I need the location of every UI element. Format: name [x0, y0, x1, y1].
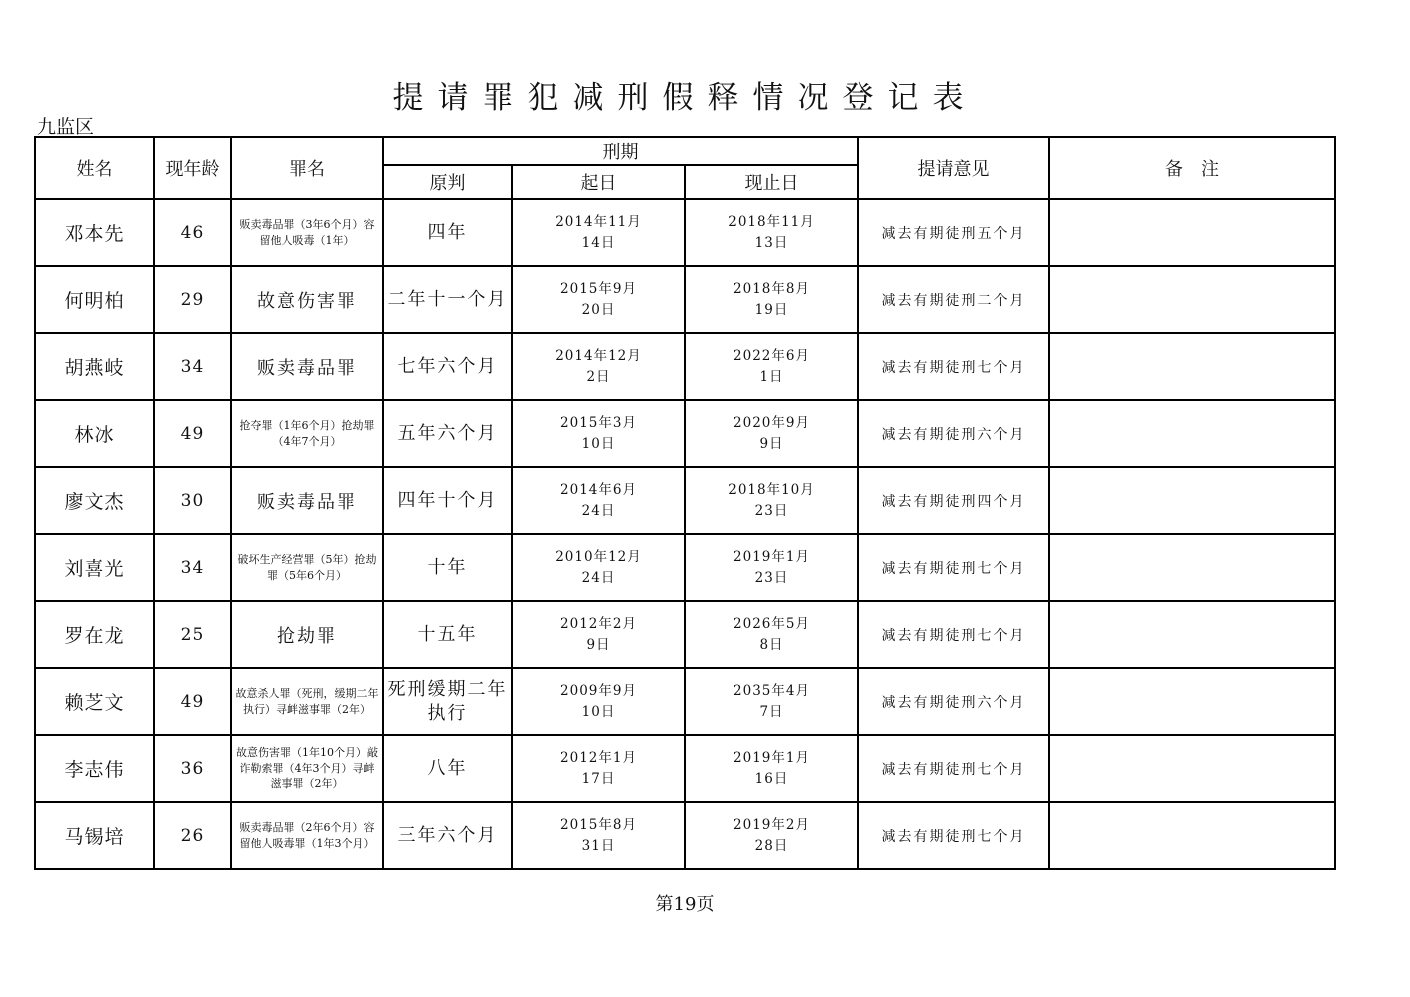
end-date-line2: 9日 — [759, 435, 784, 452]
start-date-line1: 2010年12月 — [555, 549, 642, 566]
table-row — [35, 199, 1335, 266]
cell-end-date — [685, 735, 858, 802]
cell-start-date — [512, 534, 685, 601]
table-row — [35, 266, 1335, 333]
cell-crime: 贩卖毒品罪（3年6个月）容留他人吸毒（1年） — [231, 199, 383, 266]
document-title: 提请罪犯减刑假释情况登记表 — [392, 80, 978, 116]
start-date-line1: 2012年2月 — [560, 616, 637, 633]
start-date-line2: 24日 — [581, 569, 616, 586]
cell-name: 何明柏 — [35, 266, 154, 333]
header-age: 现年龄 — [154, 137, 231, 199]
cell-original-sentence: 死刑缓期二年执行 — [383, 668, 512, 735]
cell-opinion: 减去有期徒刑四个月 — [858, 467, 1049, 534]
cell-remark — [1049, 601, 1335, 668]
start-date-line1: 2014年6月 — [560, 482, 637, 499]
cell-name: 林冰 — [35, 400, 154, 467]
register-table — [34, 136, 1336, 870]
cell-age: 36 — [154, 735, 231, 802]
cell-remark — [1049, 467, 1335, 534]
cell-end-date — [685, 400, 858, 467]
end-date-line2: 28日 — [754, 837, 789, 854]
end-date-line2: 1日 — [759, 368, 784, 385]
start-date-line1: 2014年12月 — [555, 348, 642, 365]
start-date-line2: 2日 — [586, 368, 611, 385]
cell-remark — [1049, 266, 1335, 333]
cell-end-date — [685, 668, 858, 735]
page-number: 第19页 — [655, 894, 715, 915]
start-date-line2: 17日 — [581, 770, 616, 787]
start-date-line1: 2012年1月 — [560, 750, 637, 767]
cell-start-date — [512, 266, 685, 333]
cell-opinion: 减去有期徒刑五个月 — [858, 199, 1049, 266]
cell-start-date — [512, 333, 685, 400]
table-row — [35, 400, 1335, 467]
cell-name: 李志伟 — [35, 735, 154, 802]
start-date-line2: 24日 — [581, 502, 616, 519]
header-start: 起日 — [512, 165, 685, 199]
cell-crime: 贩卖毒品罪（2年6个月）容留他人吸毒罪（1年3个月） — [231, 802, 383, 869]
cell-remark — [1049, 400, 1335, 467]
cell-name: 邓本先 — [35, 199, 154, 266]
cell-opinion: 减去有期徒刑六个月 — [858, 668, 1049, 735]
cell-age: 34 — [154, 534, 231, 601]
header-opinion: 提请意见 — [858, 137, 1049, 199]
cell-remark — [1049, 668, 1335, 735]
cell-start-date — [512, 735, 685, 802]
end-date-line2: 16日 — [754, 770, 789, 787]
table-row — [35, 668, 1335, 735]
cell-age: 49 — [154, 400, 231, 467]
cell-crime: 破坏生产经营罪（5年）抢劫罪（5年6个月） — [231, 534, 383, 601]
start-date-line1: 2009年9月 — [560, 683, 637, 700]
cell-name: 胡燕岐 — [35, 333, 154, 400]
end-date-line2: 23日 — [754, 502, 789, 519]
start-date-line1: 2014年11月 — [555, 214, 642, 231]
table-row — [35, 467, 1335, 534]
cell-remark — [1049, 333, 1335, 400]
cell-original-sentence: 八年 — [383, 735, 512, 802]
end-date-line1: 2022年6月 — [733, 348, 810, 365]
end-date-line1: 2035年4月 — [733, 683, 810, 700]
cell-original-sentence: 二年十一个月 — [383, 266, 512, 333]
cell-remark — [1049, 534, 1335, 601]
table-body — [35, 199, 1335, 869]
cell-opinion: 减去有期徒刑二个月 — [858, 266, 1049, 333]
table-row — [35, 601, 1335, 668]
header-remark: 备 注 — [1049, 137, 1335, 199]
cell-original-sentence: 十五年 — [383, 601, 512, 668]
cell-original-sentence: 四年 — [383, 199, 512, 266]
start-date-line1: 2015年3月 — [560, 415, 637, 432]
end-date-line1: 2019年1月 — [733, 750, 810, 767]
table-row — [35, 735, 1335, 802]
start-date-line1: 2015年8月 — [560, 817, 637, 834]
cell-original-sentence: 四年十个月 — [383, 467, 512, 534]
cell-end-date — [685, 534, 858, 601]
cell-remark — [1049, 735, 1335, 802]
end-date-line2: 7日 — [759, 703, 784, 720]
cell-start-date — [512, 199, 685, 266]
cell-opinion: 减去有期徒刑七个月 — [858, 601, 1049, 668]
cell-start-date — [512, 601, 685, 668]
end-date-line1: 2018年8月 — [733, 281, 810, 298]
cell-start-date — [512, 668, 685, 735]
cell-name: 廖文杰 — [35, 467, 154, 534]
cell-original-sentence: 十年 — [383, 534, 512, 601]
cell-name: 马锡培 — [35, 802, 154, 869]
cell-crime: 抢夺罪（1年6个月）抢劫罪（4年7个月） — [231, 400, 383, 467]
cell-age: 46 — [154, 199, 231, 266]
table-row — [35, 333, 1335, 400]
cell-age: 49 — [154, 668, 231, 735]
cell-start-date — [512, 400, 685, 467]
cell-end-date — [685, 333, 858, 400]
start-date-line2: 14日 — [581, 234, 616, 251]
end-date-line1: 2018年11月 — [728, 214, 815, 231]
cell-original-sentence: 五年六个月 — [383, 400, 512, 467]
cell-crime: 抢劫罪 — [231, 601, 383, 668]
cell-opinion: 减去有期徒刑七个月 — [858, 333, 1049, 400]
cell-end-date — [685, 601, 858, 668]
cell-crime: 故意杀人罪（死刑，缓期二年执行）寻衅滋事罪（2年） — [231, 668, 383, 735]
cell-opinion: 减去有期徒刑七个月 — [858, 735, 1049, 802]
start-date-line2: 10日 — [581, 703, 616, 720]
header-crime: 罪名 — [231, 137, 383, 199]
cell-end-date — [685, 199, 858, 266]
start-date-line1: 2015年9月 — [560, 281, 637, 298]
header-original: 原判 — [383, 165, 512, 199]
cell-name: 赖芝文 — [35, 668, 154, 735]
end-date-line1: 2018年10月 — [728, 482, 815, 499]
cell-original-sentence: 七年六个月 — [383, 333, 512, 400]
header-name: 姓名 — [35, 137, 154, 199]
table-row — [35, 802, 1335, 869]
end-date-line1: 2020年9月 — [733, 415, 810, 432]
cell-end-date — [685, 266, 858, 333]
cell-opinion: 减去有期徒刑七个月 — [858, 802, 1049, 869]
table-row — [35, 534, 1335, 601]
end-date-line2: 19日 — [754, 301, 789, 318]
end-date-line1: 2026年5月 — [733, 616, 810, 633]
cell-original-sentence: 三年六个月 — [383, 802, 512, 869]
cell-name: 罗在龙 — [35, 601, 154, 668]
cell-age: 25 — [154, 601, 231, 668]
cell-start-date — [512, 802, 685, 869]
header-end: 现止日 — [685, 165, 858, 199]
end-date-line1: 2019年2月 — [733, 817, 810, 834]
cell-end-date — [685, 802, 858, 869]
cell-start-date — [512, 467, 685, 534]
start-date-line2: 10日 — [581, 435, 616, 452]
cell-age: 29 — [154, 266, 231, 333]
cell-opinion: 减去有期徒刑七个月 — [858, 534, 1049, 601]
district-label: 九监区 — [37, 116, 95, 138]
cell-crime: 贩卖毒品罪 — [231, 467, 383, 534]
cell-remark — [1049, 802, 1335, 869]
cell-name: 刘喜光 — [35, 534, 154, 601]
end-date-line2: 23日 — [754, 569, 789, 586]
cell-end-date — [685, 467, 858, 534]
cell-age: 34 — [154, 333, 231, 400]
cell-remark — [1049, 199, 1335, 266]
start-date-line2: 31日 — [581, 837, 616, 854]
end-date-line2: 8日 — [759, 636, 784, 653]
cell-age: 30 — [154, 467, 231, 534]
cell-crime: 故意伤害罪 — [231, 266, 383, 333]
end-date-line2: 13日 — [754, 234, 789, 251]
end-date-line1: 2019年1月 — [733, 549, 810, 566]
start-date-line2: 20日 — [581, 301, 616, 318]
cell-opinion: 减去有期徒刑六个月 — [858, 400, 1049, 467]
cell-crime: 贩卖毒品罪 — [231, 333, 383, 400]
start-date-line2: 9日 — [586, 636, 611, 653]
header-term: 刑期 — [383, 137, 858, 165]
cell-age: 26 — [154, 802, 231, 869]
cell-crime: 故意伤害罪（1年10个月）敲诈勒索罪（4年3个月）寻衅滋事罪（2年） — [231, 735, 383, 802]
